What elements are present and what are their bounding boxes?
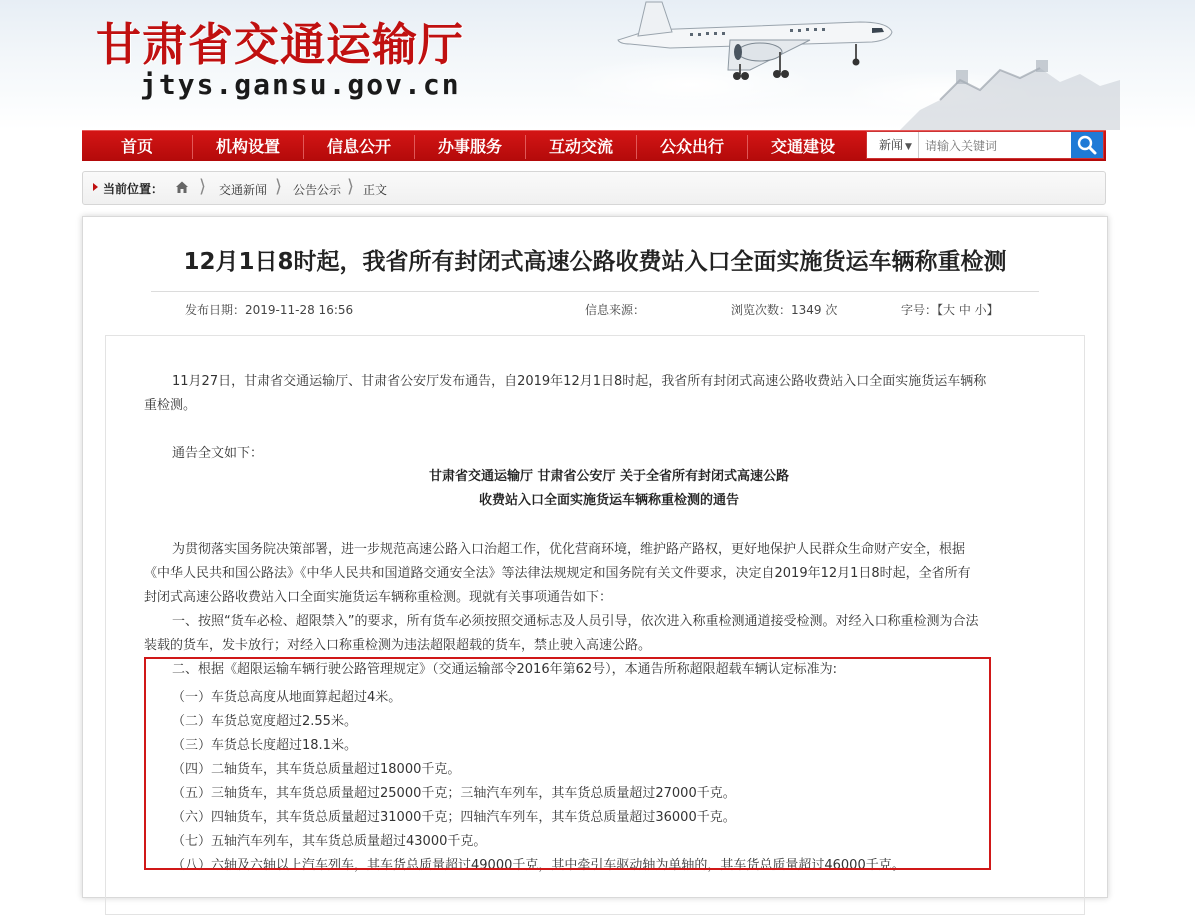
- site-domain: jtys.gansu.gov.cn: [140, 68, 461, 101]
- search-button[interactable]: [1071, 132, 1103, 158]
- breadcrumb: [82, 171, 1106, 205]
- site-banner: [0, 0, 1195, 130]
- nav-item-home[interactable]: 首页: [120, 137, 153, 156]
- search-category-label: 新闻: [879, 138, 904, 152]
- nav-item-info-disclosure[interactable]: 信息公开: [326, 137, 391, 156]
- list-item: （二）车货总宽度超过2.55米。: [172, 714, 357, 729]
- list-item: （六）四轴货车，其车货总质量超过31000千克；四轴汽车列车，其车货总质量超过36000千克。: [172, 810, 736, 825]
- nav-item-construction[interactable]: 交通建设: [770, 137, 835, 156]
- nav-item-interaction[interactable]: 互动交流: [548, 137, 613, 156]
- notice-title-line1: 甘肃省交通运输厅 甘肃省公安厅 关于全省所有封闭式高速公路: [428, 469, 790, 484]
- paragraph-rule2: 二、根据《超限运输车辆行驶公路管理规定》（交通运输部令2016年第62号），本通告所称超限超载车辆认定标准为:: [172, 662, 838, 677]
- breadcrumb-item-current: 正文: [363, 183, 388, 197]
- breadcrumb-item-announcements[interactable]: 公告公示: [293, 183, 342, 197]
- home-icon[interactable]: [175, 180, 189, 194]
- article-title: 12月1日8时起，我省所有封闭式高速公路收费站入口全面实施货运车辆称重检测: [183, 249, 1007, 275]
- paragraph-basis-line3: 封闭式高速公路收费站入口全面实施货运车辆称重检测。现就有关事项通告如下：: [144, 590, 613, 605]
- list-item: （七）五轴汽车列车，其车货总质量超过43000千克。: [172, 834, 487, 849]
- breadcrumb-separator: ⟩: [275, 176, 283, 197]
- search-icon: [1071, 132, 1103, 158]
- great-wall-decoration: [900, 60, 1120, 130]
- breadcrumb-separator: ⟩: [199, 176, 207, 197]
- view-count: 浏览次数：1349 次: [731, 303, 838, 317]
- search-box: [866, 131, 1104, 159]
- breadcrumb-item-news[interactable]: 交通新闻: [219, 183, 268, 197]
- list-item: （一）车货总高度从地面算起超过4米。: [172, 690, 402, 705]
- font-size-switcher[interactable]: 字号：【大 中 小】: [901, 303, 999, 317]
- list-item: （四）二轴货车，其车货总质量超过18000千克。: [172, 762, 461, 777]
- breadcrumb-separator: ⟩: [347, 176, 355, 197]
- paragraph-fulltext-intro: 通告全文如下：: [172, 446, 264, 461]
- info-source: 信息来源：: [585, 303, 646, 317]
- publish-date: 发布日期：2019-11-28 16:56: [185, 303, 354, 317]
- paragraph-intro-line2: 重检测。: [144, 398, 197, 413]
- paragraph-intro-line1: 11月27日，甘肃省交通运输厅、甘肃省公安厅发布通告，自2019年12月1日8时起，我省所有封闭式高速公路收费站入口全面实施货运车辆称: [172, 374, 987, 389]
- list-item: （八）六轴及六轴以上汽车列车，其车货总质量超过49000千克，其中牵引车驱动轴为单轴的，其车货总质量超过46000千克。: [172, 858, 905, 873]
- notice-title-line2: 收费站入口全面实施货运车辆称重检测的通告: [478, 493, 739, 508]
- site-title[interactable]: 甘肃省交通运输厅: [96, 18, 465, 71]
- arrow-marker-icon: [93, 183, 98, 191]
- paragraph-basis-line1: 为贯彻落实国务院决策部署，进一步规范高速公路入口治超工作，优化营商环境，维护路产路权，更好地保护人民群众生命财产安全，根据: [172, 542, 966, 557]
- paragraph-rule1-line1: 一、按照“货车必检、超限禁入”的要求，所有货车必须按照交通标志及人员引导，依次进入称重检测通道接受检测。对经入口称重检测为合法: [172, 614, 979, 629]
- search-category-select[interactable]: [869, 132, 919, 158]
- paragraph-rule1-line2: 装载的货车，发卡放行；对经入口称重检测为违法超限超载的货车，禁止驶入高速公路。: [144, 638, 652, 653]
- nav-item-public-travel[interactable]: 公众出行: [659, 137, 724, 156]
- nav-item-services[interactable]: 办事服务: [437, 137, 502, 156]
- airplane-icon: [610, 0, 900, 90]
- paragraph-basis-line2: 《中华人民共和国公路法》《中华人民共和国道路交通安全法》等法律法规规定和国务院有关文件要求，决定自2019年12月1日8时起，全省所有: [144, 566, 971, 581]
- search-input[interactable]: [921, 132, 1075, 160]
- chevron-down-icon: ▼: [905, 142, 912, 152]
- list-item: （五）三轴货车，其车货总质量超过25000千克；三轴汽车列车，其车货总质量超过27000千克。: [172, 786, 736, 801]
- list-item: （三）车货总长度超过18.1米。: [172, 738, 357, 753]
- meta-divider: [151, 291, 1039, 292]
- nav-item-organization[interactable]: 机构设置: [215, 137, 280, 156]
- breadcrumb-label: 当前位置：: [103, 182, 164, 196]
